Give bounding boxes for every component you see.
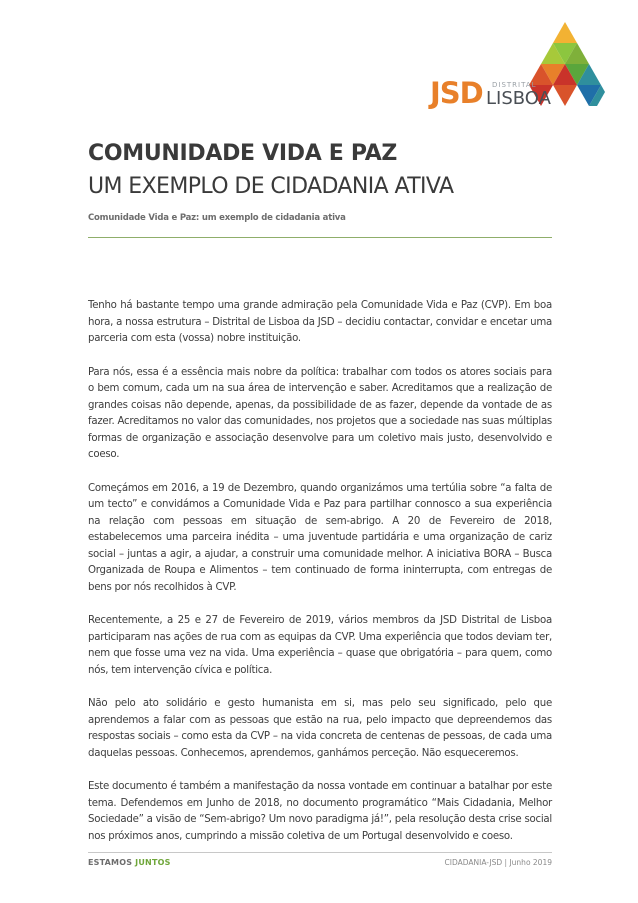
paragraph: Para nós, essa é a essência mais nobre da política: trabalhar com todos os atores sociais para o bem comum, cada um na sua área de intervenção e saber. Acreditamos que a realização de grandes coisas não depende, apenas, da possibilidade de as fazer, depende da vontade de as fazer. Acreditamos no valor das comunidades, nos projetos que a sociedade nas suas múltiplas formas de organização e associação desenvolve para um coletivo mais justo, desenvolvido e coeso. xyxy=(88,366,552,460)
article-body xyxy=(88,298,552,862)
paragraph: Começámos em 2016, a 19 de Dezembro, quando organizámos uma tertúlia sobre “a falta de um tecto” e convidámos a Comunidade Vida e Paz para partilhar connosco a sua experiência na relação com pessoas em situação de sem-abrigo. A 20 de Fevereiro de 2018, estabelecemos uma parceira inédita – uma juventude partidária e uma organização de cariz social – juntas a agir, a ajudar, a construir uma comunidade melhor. A iniciativa BORA – Busca Organizada de Roupa e Alimentos – tem continuado de forma ininterrupta, com entregas de bens por nós recolhidos à CVP. xyxy=(88,482,552,593)
footer-divider xyxy=(88,852,552,853)
footer-slogan xyxy=(88,858,171,867)
header-divider xyxy=(88,237,552,238)
footer-slogan-a: ESTAMOS xyxy=(88,858,136,867)
page-subtitle: UM EXEMPLO DE CIDADANIA ATIVA xyxy=(88,174,454,199)
logo-distrital-text: DISTRITAL xyxy=(492,81,537,89)
logo-jsd-text: JSD xyxy=(430,76,483,110)
logo-lisboa-text: LISBOA xyxy=(486,88,551,109)
paragraph: Este documento é também a manifestação da nossa vontade em continuar a batalhar por este tema. Defendemos em Junho de 2018, no documento programático “Mais Cidadania, Melhor Sociedade” a visão de “Sem-abrigo? Um novo paradigma já!”, pela resolução desta crise social nos próximos anos, cumprindo a missão coletiva de um Portugal desenvolvido e coeso. xyxy=(88,781,552,842)
page-title: COMUNIDADE VIDA E PAZ xyxy=(88,141,398,166)
footer-document-info: CIDADANIA-JSD | Junho 2019 xyxy=(444,858,552,867)
paragraph: Tenho há bastante tempo uma grande admiração pela Comunidade Vida e Paz (CVP). Em boa hora, a nossa estrutura – Distrital de Lisboa da JSD – decidiu contactar, convidar e encetar uma parceria com esta (vossa) nobre instituição. xyxy=(88,300,552,344)
page-caption: Comunidade Vida e Paz: um exemplo de cidadania ativa xyxy=(88,213,346,223)
paragraph: Não pelo ato solidário e gesto humanista em si, mas pelo seu significado, pelo que aprendemos a falar com as pessoas que estão na rua, pelo impacto que depreendemos das respostas sociais – como esta da CVP – na vida concreta de centenas de pessoas, de cada uma daquelas pessoas. Conhecemos, aprendemos, ganhámos perceção. Não esqueceremos. xyxy=(88,698,552,759)
paragraph: Recentemente, a 25 e 27 de Fevereiro de 2019, vários membros da JSD Distrital de Lisboa participaram nas ações de rua com as equipas da CVP. Uma experiência que todos deviam ter, nem que fosse uma vez na vida. Uma experiência – quase que obrigatória – para quem, como nós, tem intervenção cívica e política. xyxy=(88,615,552,676)
jsd-logo xyxy=(430,22,605,112)
footer-slogan-b: JUNTOS xyxy=(135,858,171,867)
